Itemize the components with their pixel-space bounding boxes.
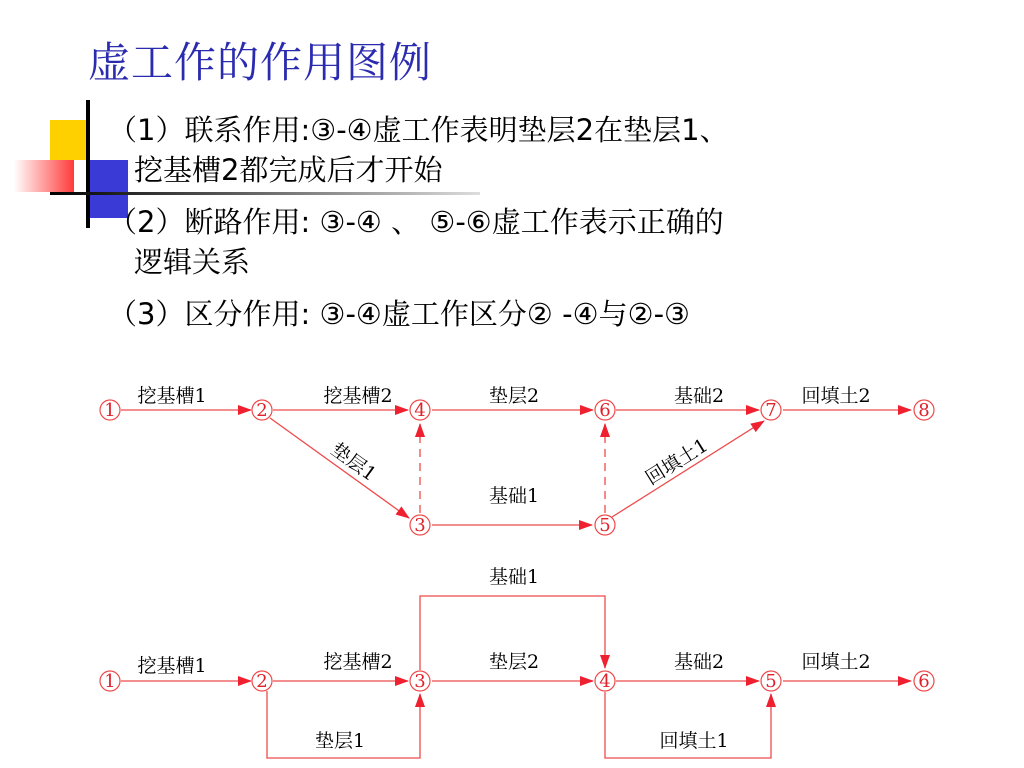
svg-text:1: 1 — [104, 400, 116, 421]
arrow-d1-5-7 — [612, 421, 764, 517]
bullet-2-line2: 逻辑关系 — [134, 245, 251, 279]
svg-text:3: 3 — [414, 671, 426, 692]
label-d1-wajicao2: 挖基槽2 — [323, 385, 393, 407]
svg-text:3: 3 — [414, 515, 426, 536]
label-d2-dianceng2: 垫层2 — [488, 651, 540, 673]
node-d1-7 — [761, 400, 781, 421]
diagram-1-nodes — [100, 400, 934, 536]
diagram-2-labels — [137, 566, 870, 752]
label-d2-jichu2: 基础2 — [673, 651, 725, 673]
node-d2-5 — [761, 671, 781, 692]
label-d1-jichu2: 基础2 — [673, 385, 725, 407]
svg-text:5: 5 — [765, 671, 777, 692]
label-d1-dianceng2: 垫层2 — [488, 385, 540, 407]
arrow-d1-2-3 — [270, 418, 409, 518]
node-d1-4 — [410, 400, 430, 421]
node-d1-2 — [252, 400, 272, 421]
label-d2-dianceng1: 垫层1 — [314, 730, 366, 752]
node-d1-6 — [595, 400, 615, 421]
node-d1-1 — [100, 400, 120, 421]
diagram-1 — [121, 410, 911, 525]
node-d2-3 — [410, 671, 430, 692]
bullet-2-line1: 断路作用: ③-④ 、 ⑤-⑥虚工作表示正确的 — [184, 205, 724, 239]
bullet-1-line1: 联系作用:③-④虚工作表明垫层2在垫层1、 — [184, 113, 729, 147]
node-d1-8 — [914, 400, 934, 421]
label-d2-wajicao2: 挖基槽2 — [323, 651, 393, 673]
label-d2-huitiantu2: 回填土2 — [801, 651, 871, 673]
bullet-1-number: （1） — [108, 113, 185, 147]
bullet-2-number: （2） — [108, 205, 185, 239]
node-d2-2 — [252, 671, 272, 692]
svg-text:6: 6 — [599, 400, 611, 421]
label-d2-jichu1: 基础1 — [488, 566, 540, 588]
node-d1-3 — [410, 515, 430, 536]
svg-text:8: 8 — [918, 400, 930, 421]
svg-text:6: 6 — [918, 671, 930, 692]
svg-text:2: 2 — [256, 671, 268, 692]
diagram-2 — [121, 596, 911, 758]
label-d1-huitiantu1: 回填土1 — [641, 434, 712, 490]
bullet-3-line1: 区分作用: ③-④虚工作区分② -④与②-③ — [184, 297, 691, 331]
node-d2-6 — [914, 671, 934, 692]
svg-text:7: 7 — [765, 400, 777, 421]
node-d1-5 — [595, 515, 615, 536]
bullet-3-number: （3） — [108, 297, 185, 331]
label-d1-huitiantu2: 回填土2 — [801, 385, 871, 407]
svg-text:4: 4 — [599, 671, 611, 692]
diagram-1-labels — [137, 385, 870, 507]
label-d1-dianceng1: 垫层1 — [326, 438, 381, 486]
svg-text:2: 2 — [256, 400, 268, 421]
svg-text:4: 4 — [414, 400, 426, 421]
node-d2-4 — [595, 671, 615, 692]
label-d1-jichu1: 基础1 — [488, 485, 540, 507]
svg-text:5: 5 — [599, 515, 611, 536]
node-d2-1 — [100, 671, 120, 692]
label-d1-wajicao1: 挖基槽1 — [137, 385, 207, 407]
slide-title: 虚工作的作用图例 — [88, 38, 433, 87]
label-d2-huitiantu1: 回填土1 — [659, 730, 729, 752]
bullet-1-line2: 挖基槽2都完成后才开始 — [134, 153, 443, 187]
svg-text:1: 1 — [104, 671, 116, 692]
label-d2-wajicao1: 挖基槽1 — [137, 655, 207, 677]
